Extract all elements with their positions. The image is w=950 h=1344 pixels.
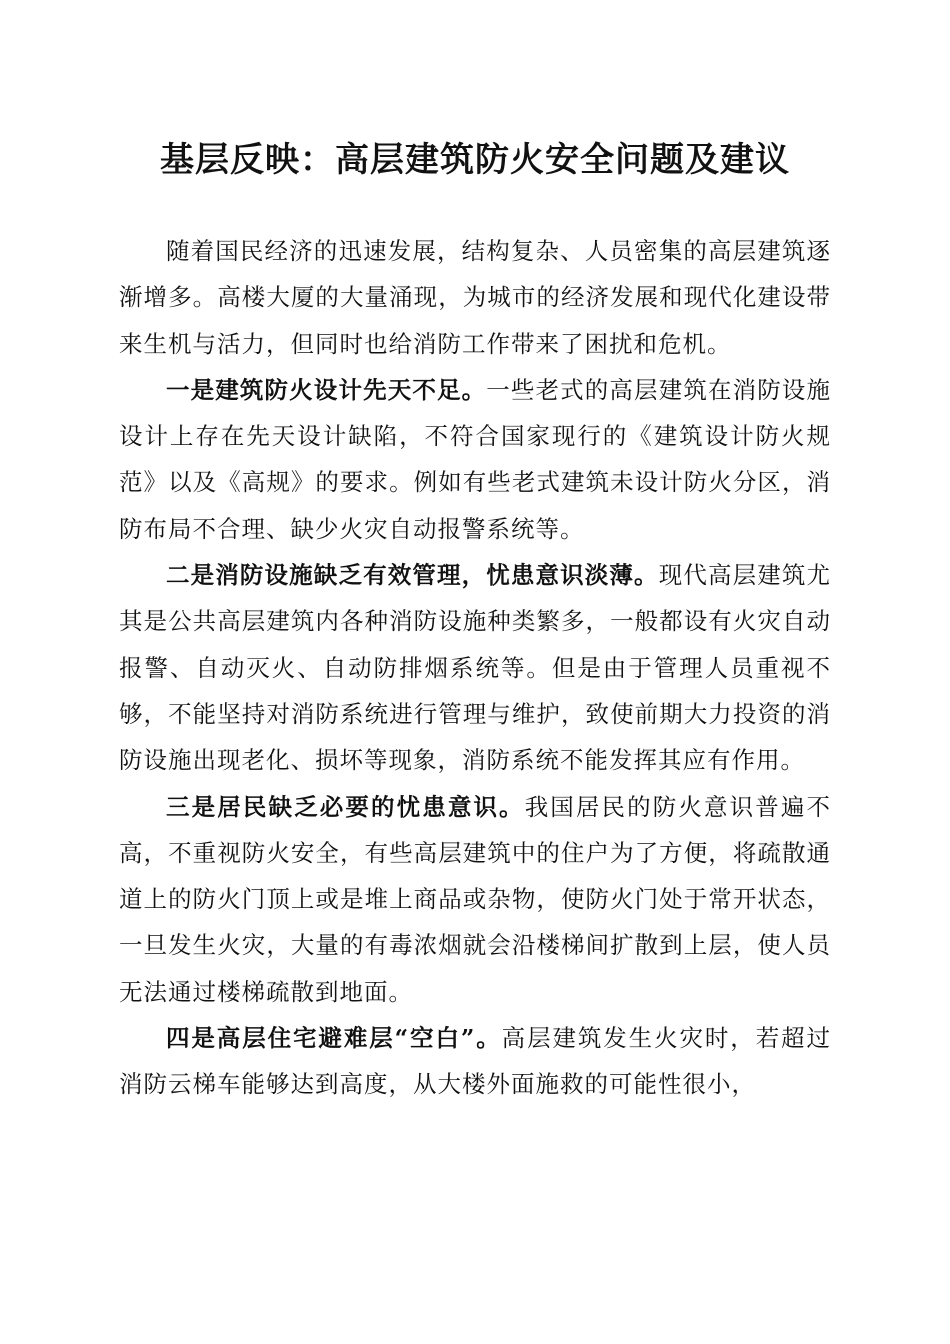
- section-lead-1: 一是建筑防火设计先天不足。: [166, 375, 487, 404]
- section-paragraph-3: [119, 784, 831, 1015]
- section-text-3: 我国居民的防火意识普遍不高，不重视防火安全，有些高层建筑中的住户为了方便，将疏散通道上的防火门顶上或是堆上商品或杂物，使防火门处于常开状态，一旦发生火灾，大量的有毒浓烟就会沿楼梯间扩散到上层，使人员无法通过楼梯疏散到地面。: [119, 792, 832, 1006]
- section-lead-4: 四是高层住宅避难层“空白”。: [166, 1024, 502, 1053]
- section-paragraph-1: [119, 367, 831, 552]
- intro-paragraph: 随着国民经济的迅速发展，结构复杂、人员密集的高层建筑逐渐增多。高楼大厦的大量涌现，为城市的经济发展和现代化建设带来生机与活力，但同时也给消防工作带来了困扰和危机。: [119, 237, 831, 358]
- section-paragraph-4: [119, 1015, 831, 1108]
- section-text-2: 现代高层建筑尤其是公共高层建筑内各种消防设施种类繁多，一般都设有火灾自动报警、自动灭火、自动防排烟系统等。但是由于管理人员重视不够，不能坚持对消防系统进行管理与维护，致使前期大力投资的消防设施出现老化、损坏等现象，消防系统不能发挥其应有作用。: [119, 561, 832, 775]
- section-lead-3: 三是居民缺乏必要的忧患意识。: [166, 792, 525, 821]
- section-paragraph-2: [119, 552, 831, 783]
- document-title: 基层反映：高层建筑防火安全问题及建议: [160, 140, 790, 180]
- document-body: [119, 228, 831, 1108]
- section-text-4: 高层建筑发生火灾时，若超过消防云梯车能够达到高度，从大楼外面施救的可能性很小，: [119, 1024, 831, 1099]
- section-text-1: 一些老式的高层建筑在消防设施设计上存在先天设计缺陷，不符合国家现行的《建筑设计防火规范》以及《高规》的要求。例如有些老式建筑未设计防火分区，消防布局不合理、缺少火灾自动报警系统等。: [119, 375, 831, 543]
- section-lead-2: 二是消防设施缺乏有效管理，忧患意识淡薄。: [166, 561, 659, 590]
